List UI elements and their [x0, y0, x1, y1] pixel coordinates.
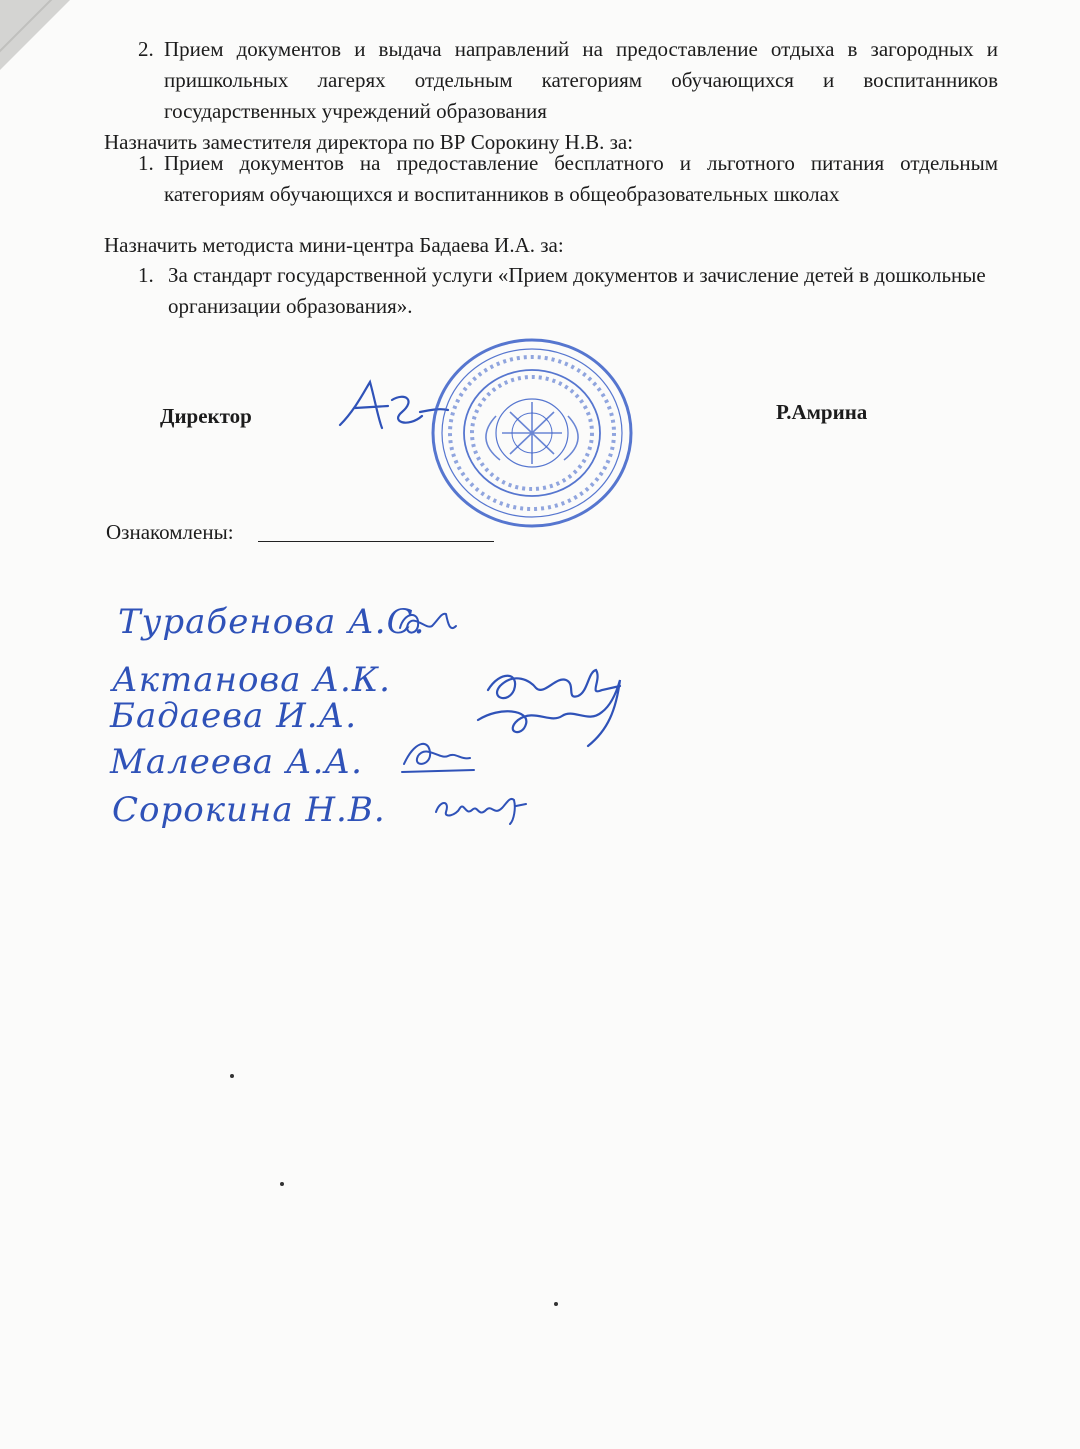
signature-scribble-4 [430, 786, 530, 826]
list-text: Прием документов на предоставление бесплатного и льготного питания отдельным категориям обучающихся и воспитанников в общеобразовательных школах [164, 151, 998, 206]
page-corner-fold [0, 0, 70, 70]
director-title: Директор [160, 404, 252, 428]
handwritten-name-1: Турабенова А.С. [118, 602, 426, 642]
handwritten-name-4: Малеева А.А. [110, 742, 363, 782]
scan-speck [280, 1182, 284, 1186]
acknowledged-label: Ознакомлены: [106, 520, 234, 544]
official-stamp [430, 336, 635, 531]
list-text: Прием документов и выдача направлений на предоставление отдыха в загородных и пришкольных лагерях отдельным категориям обучающихся и воспитанников государственных учреждений образования [164, 37, 998, 123]
handwritten-name-3: Бадаева И.А. [110, 696, 358, 736]
scan-speck [554, 1302, 558, 1306]
assign-methodist-lead: Назначить методиста мини-центра Бадаева И.А. за: [104, 233, 564, 257]
handwritten-name-2: Актанова А.К. [112, 660, 391, 700]
deputy-item-1 [138, 148, 998, 210]
list-number: 1. [138, 151, 154, 175]
director-name: Р.Амрина [776, 400, 868, 424]
scan-speck [230, 1074, 234, 1078]
list-text: За стандарт государственной услуги «Прием документов и зачисление детей в дошкольные организации образования». [168, 263, 986, 318]
methodist-item-1 [138, 260, 1008, 322]
list-number: 2. [138, 37, 154, 61]
signature-scribble-1 [396, 604, 460, 640]
list-number: 1. [138, 263, 154, 287]
signature-line [258, 541, 494, 542]
handwritten-name-5: Сорокина Н.В. [112, 790, 386, 830]
list-item-2 [138, 34, 998, 127]
signature-scribble-3 [398, 732, 478, 776]
signature-scribble-2 [470, 650, 630, 750]
assign-deputy-lead: Назначить заместителя директора по ВР Сорокину Н.В. за: [104, 130, 634, 154]
